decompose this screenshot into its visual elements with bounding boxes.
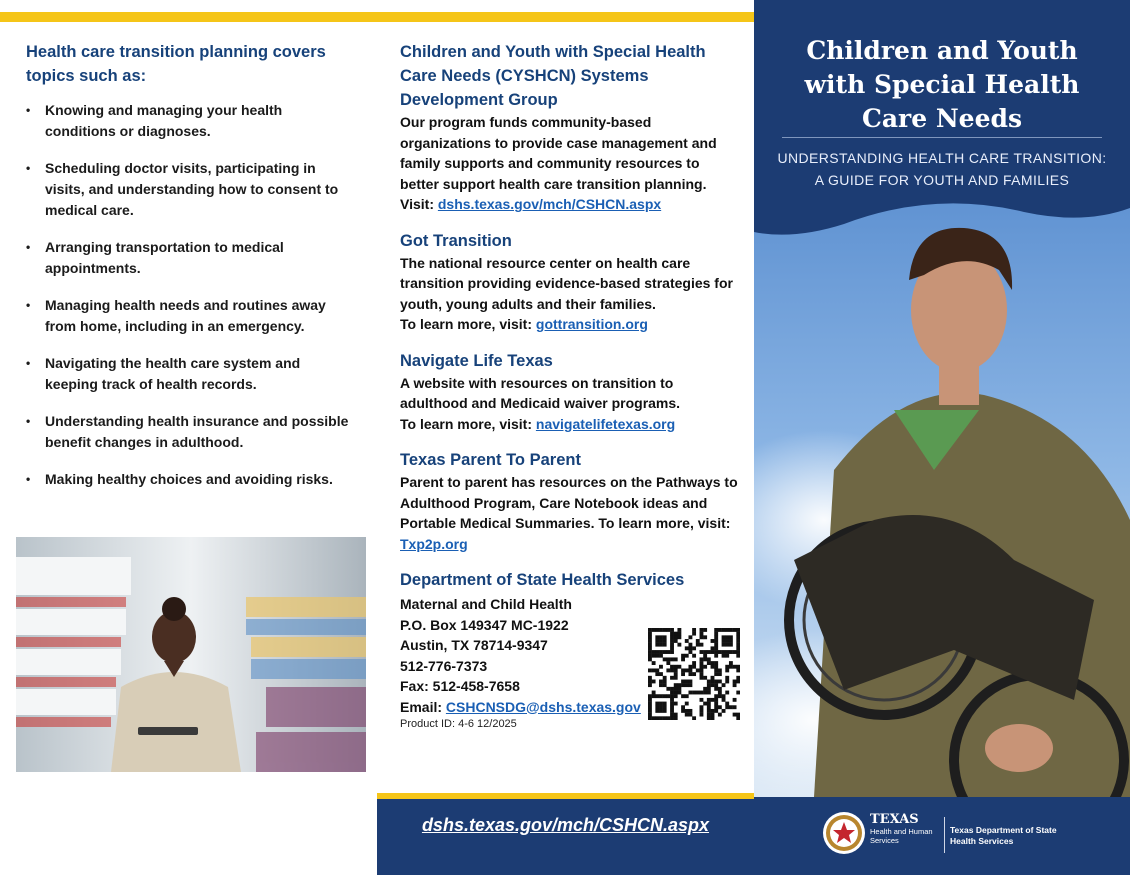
got-transition-title: Got Transition (400, 231, 512, 250)
cyshcn-section (400, 40, 740, 215)
list-item: • Managing health needs and routines away from home, including in an emergency. (26, 295, 356, 337)
dshs-title: Department of State Health Services (400, 571, 685, 589)
parent-section (400, 448, 740, 554)
contact-phone: 512-776-7373 (400, 657, 488, 674)
dshs-line-1: Texas Department of State (950, 825, 1057, 835)
parent-body (400, 472, 740, 554)
navigate-description: A website with resources on transition to adulthood and Medicaid waiver programs. (400, 374, 681, 411)
hhs-texas: TEXAS (870, 812, 919, 827)
top-accent-bar (0, 12, 754, 22)
cover-title-line-1: Children and Youth (806, 36, 1078, 65)
got-transition-link[interactable]: gottransition.org (535, 316, 648, 332)
navigate-section (400, 349, 740, 435)
logo-divider (944, 817, 945, 853)
store-photo (16, 537, 366, 772)
cover-title-line-2: with Special Health (804, 70, 1080, 99)
left-column (26, 40, 356, 506)
bottom-url-link[interactable]: dshs.texas.gov/mch/CSHCN.aspx (421, 815, 710, 835)
parent-description: Parent to parent has resources on the Pathways to Adulthood Program, Care Notebook ideas and Portable Medical Summaries. (400, 474, 738, 531)
cyshcn-title: Children and Youth with Special Health Care Needs (CYSHCN) Systems Development Group (400, 43, 706, 109)
topics-list (26, 100, 356, 490)
cover-divider (782, 137, 1102, 138)
qr-code[interactable] (648, 628, 740, 720)
cover-subtitle (754, 147, 1130, 191)
email-label: Email: (400, 698, 446, 715)
navigate-title: Navigate Life Texas (400, 351, 553, 370)
dshs-line-2: Health Services (950, 836, 1014, 846)
cover-subtitle-line-1: UNDERSTANDING HEALTH CARE TRANSITION: (777, 150, 1107, 166)
list-item: • Understanding health insurance and possible benefit changes in adulthood. (26, 411, 356, 453)
cyshcn-body (400, 112, 740, 215)
got-transition-section (400, 229, 740, 335)
email-link[interactable]: CSHCNSDG@dshs.texas.gov (445, 698, 641, 715)
got-transition-body (400, 253, 740, 335)
list-item: • Navigating the health care system and keeping track of health records. (26, 353, 356, 395)
list-item: • Arranging transportation to medical appointments. (26, 237, 356, 279)
visit-label: Visit: (400, 196, 438, 212)
list-item: • Knowing and managing your health conditions or diagnoses. (26, 100, 356, 142)
list-item: • Scheduling doctor visits, participating in visits, and understanding how to consent to medical care. (26, 158, 356, 221)
bottom-accent-bar (377, 793, 754, 799)
contact-address-2: Austin, TX 78714-9347 (400, 637, 548, 653)
bottom-url-band (377, 793, 754, 875)
product-id: Product ID: 4-6 12/2025 (400, 718, 517, 730)
cover-panel (754, 0, 1130, 797)
parent-link[interactable]: Txp2p.org (400, 535, 468, 552)
parent-title: Texas Parent To Parent (400, 451, 581, 469)
cyshcn-link[interactable]: dshs.texas.gov/mch/CSHCN.aspx (437, 196, 662, 212)
list-item: • Making healthy choices and avoiding risks. (26, 469, 356, 490)
logo-band (754, 797, 1130, 875)
visit-label: To learn more, visit: (594, 515, 731, 531)
navigate-link[interactable]: navigatelifetexas.org (535, 415, 676, 432)
contact-address-1: P.O. Box 149347 MC-1922 (400, 616, 569, 633)
texas-seal-icon (822, 811, 866, 855)
hhs-line-1: Health and Human (870, 827, 933, 836)
contact-org: Maternal and Child Health (400, 596, 572, 612)
dshs-logo-text (950, 825, 1057, 847)
hhs-line-2: Services (870, 836, 899, 845)
hhs-logo-text (870, 813, 933, 845)
cover-subtitle-line-2: A GUIDE FOR YOUTH AND FAMILIES (814, 172, 1070, 188)
topics-heading: Health care transition planning covers topics such as: (26, 43, 326, 85)
navigate-body (400, 373, 740, 435)
visit-label: To learn more, visit: (400, 316, 536, 332)
visit-label: To learn more, visit: (400, 415, 536, 432)
cover-title-line-3: Care Needs (861, 104, 1023, 133)
cyshcn-description: Our program funds community-based organizations to provide case management and family supports and community resources to better support health care transition planning. (400, 114, 717, 192)
got-transition-description: The national resource center on health care transition providing evidence-based strategies for youth, young adults and their families. (400, 254, 733, 312)
contact-fax: Fax: 512-458-7658 (400, 678, 520, 694)
cover-title (754, 34, 1130, 136)
